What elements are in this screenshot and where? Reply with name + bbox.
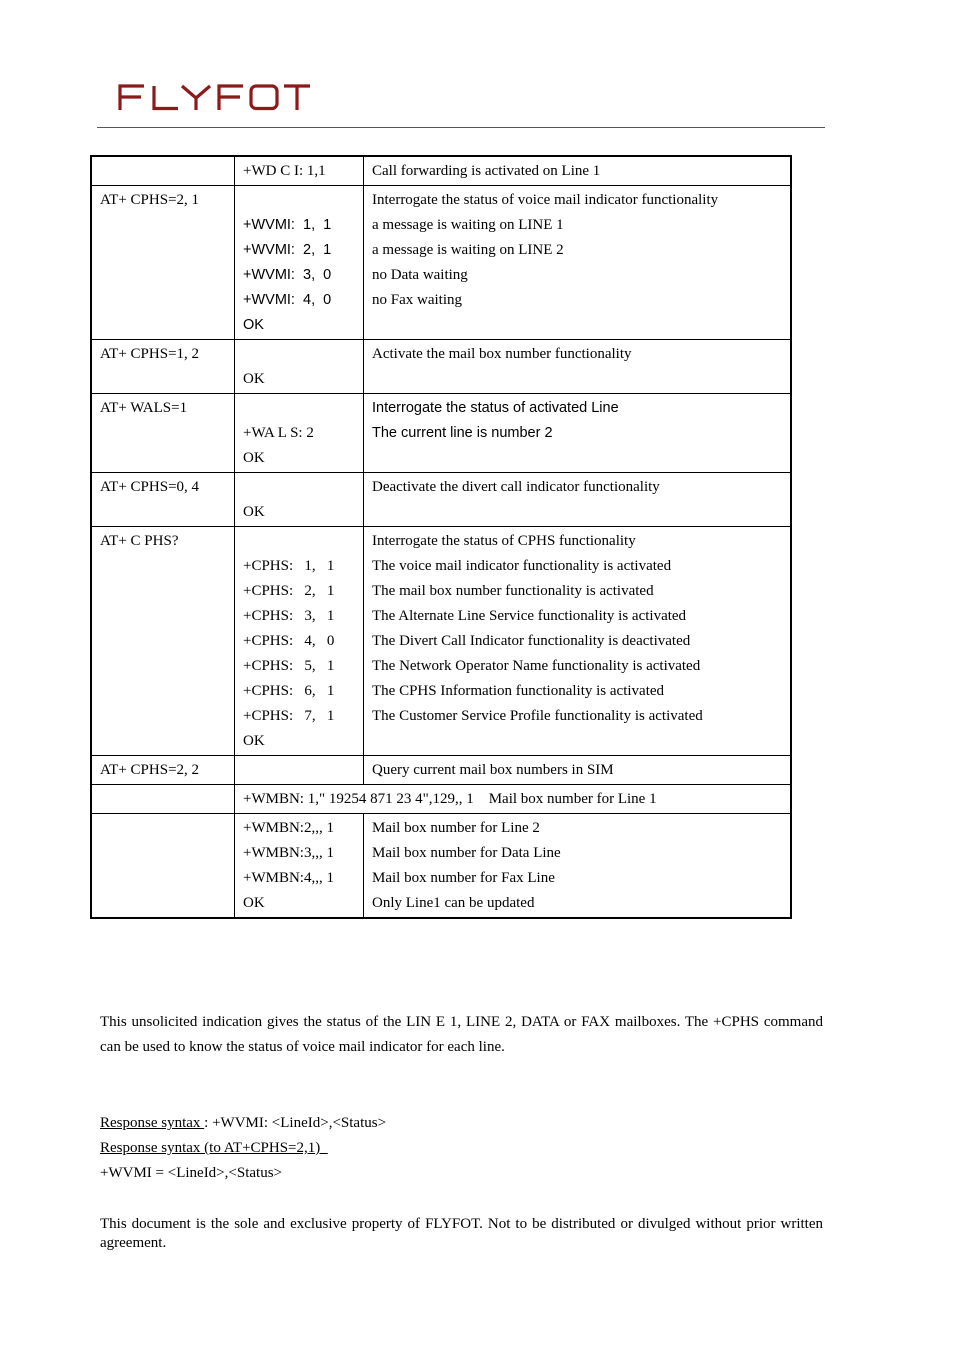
cell-line: +CPHS: 4, 0 [243, 633, 335, 649]
syntax-value-1: : +WVMI: <LineId>,<Status> [204, 1115, 387, 1131]
cell-line: +WVMI: 1, 1 [243, 217, 332, 233]
intro-paragraph: This unsolicited indication gives the status of the LIN E 1, LINE 2, DATA or FAX mailboxes. The +CPHS command can be used to know the status of voice mail indicator for each line. [100, 1014, 823, 1055]
table-row [91, 527, 791, 756]
cell-line: AT+ CPHS=2, 1 [100, 192, 200, 208]
response-syntax-block [100, 1111, 823, 1186]
description-cell [364, 156, 792, 186]
command-cell [91, 186, 235, 340]
cell-line: The Network Operator Name functionality is activated [372, 658, 701, 674]
cell-line: +WVMI: 2, 1 [243, 242, 332, 258]
cell-line: +CPHS: 5, 1 [243, 658, 335, 674]
cell-line: OK [243, 504, 265, 520]
cell-line: +WMBN:2,,, 1 [243, 820, 334, 836]
cell-line: The mail box number functionality is activated [372, 583, 654, 599]
description-cell [364, 473, 792, 527]
description-cell [364, 186, 792, 340]
command-cell [91, 156, 235, 186]
cell-line: Interrogate the status of CPHS functionality [372, 533, 636, 549]
cphs-command-table [90, 155, 792, 919]
cell-line: a message is waiting on LINE 1 [372, 217, 564, 233]
table-row [91, 340, 791, 394]
command-cell [91, 785, 235, 814]
header-divider [97, 127, 825, 128]
cell-line: +WMBN:4,,, 1 [243, 870, 334, 886]
cell-line: Query current mail box numbers in SIM [372, 762, 614, 778]
cell-line [100, 816, 234, 841]
cell-line: +CPHS: 6, 1 [243, 683, 335, 699]
command-cell [91, 473, 235, 527]
description-cell [364, 394, 792, 473]
table-row [91, 473, 791, 527]
cell-line: Interrogate the status of voice mail indicator functionality [372, 192, 719, 208]
cell-line: no Data waiting [372, 267, 468, 283]
syntax-line-2 [100, 1136, 823, 1161]
cell-line: Mail box number for Data Line [372, 845, 561, 861]
cell-line: Deactivate the divert call indicator functionality [372, 479, 660, 495]
cell-line: AT+ CPHS=0, 4 [100, 479, 200, 495]
description-cell [364, 527, 792, 756]
cell-line: +WMBN:3,,, 1 [243, 845, 334, 861]
cell-line: The CPHS Information functionality is activated [372, 683, 665, 699]
syntax-line-3: +WVMI = <LineId>,<Status> [100, 1165, 282, 1181]
cell-line: +WD C I: 1,1 [243, 163, 326, 179]
response-cell [235, 186, 364, 340]
response-cell [235, 473, 364, 527]
cell-line: Interrogate the status of activated Line [372, 400, 619, 416]
table-row [91, 814, 791, 919]
cell-line: +CPHS: 1, 1 [243, 558, 335, 574]
cell-line: The Divert Call Indicator functionality is deactivated [372, 633, 691, 649]
cell-line: +WA L S: 2 [243, 425, 314, 441]
cell-line: Only Line1 can be updated [372, 895, 535, 911]
syntax-label-2: Response syntax (to AT+CPHS=2,1) [100, 1140, 328, 1156]
description-cell [364, 756, 792, 785]
response-cell [235, 814, 364, 919]
cell-line: +CPHS: 2, 1 [243, 583, 335, 599]
cell-line: +CPHS: 3, 1 [243, 608, 335, 624]
cell-line: The voice mail indicator functionality is activated [372, 558, 672, 574]
merged-response-cell [235, 785, 792, 814]
cell-line: OK [243, 317, 264, 333]
cell-line: AT+ CPHS=1, 2 [100, 346, 200, 362]
table-row [91, 186, 791, 340]
cell-line [243, 188, 363, 213]
cell-line [243, 396, 363, 421]
cell-line: AT+ WALS=1 [100, 400, 188, 416]
cell-line [243, 758, 363, 783]
cell-line: Activate the mail box number functionality [372, 346, 632, 362]
cell-line: +WVMI: 3, 0 [243, 267, 332, 283]
description-cell [364, 340, 792, 394]
cell-line [100, 787, 234, 812]
cell-line [243, 529, 363, 554]
cell-line: +WMBN: 1," 19254 871 23 4",129,, 1 Mail box number for Line 1 [243, 791, 657, 807]
flyfot-logo [118, 82, 312, 112]
cell-line: The current line is number 2 [372, 425, 553, 441]
cell-line [243, 342, 363, 367]
cell-line: a message is waiting on LINE 2 [372, 242, 564, 258]
table-row [91, 394, 791, 473]
command-cell [91, 527, 235, 756]
cell-line: AT+ C PHS? [100, 533, 179, 549]
cell-line: Mail box number for Fax Line [372, 870, 555, 886]
response-cell [235, 340, 364, 394]
command-cell [91, 814, 235, 919]
cell-line: OK [243, 371, 265, 387]
cell-line [100, 159, 234, 184]
cell-line: Mail box number for Line 2 [372, 820, 540, 836]
response-cell [235, 394, 364, 473]
cell-line: Call forwarding is activated on Line 1 [372, 163, 601, 179]
cell-line: OK [243, 733, 265, 749]
table-row [91, 756, 791, 785]
cell-line: The Alternate Line Service functionality is activated [372, 608, 687, 624]
cell-line: OK [243, 895, 265, 911]
cell-line: +WVMI: 4, 0 [243, 292, 332, 308]
cell-line [243, 475, 363, 500]
cell-line: OK [243, 450, 265, 466]
description-cell [364, 814, 792, 919]
footer-disclaimer: This document is the sole and exclusive property of FLYFOT. Not to be distributed or divulged without prior written agreement. [100, 1216, 823, 1251]
cell-line: AT+ CPHS=2, 2 [100, 762, 200, 778]
response-cell [235, 756, 364, 785]
cell-line: The Customer Service Profile functionality is activated [372, 708, 703, 724]
cell-line: no Fax waiting [372, 292, 462, 308]
table-row [91, 785, 791, 814]
response-cell [235, 527, 364, 756]
table-row [91, 156, 791, 186]
syntax-line-1 [100, 1111, 823, 1136]
syntax-label-1: Response syntax [100, 1115, 205, 1131]
command-cell [91, 756, 235, 785]
response-cell [235, 156, 364, 186]
cell-line: +CPHS: 7, 1 [243, 708, 335, 724]
command-cell [91, 340, 235, 394]
command-cell [91, 394, 235, 473]
